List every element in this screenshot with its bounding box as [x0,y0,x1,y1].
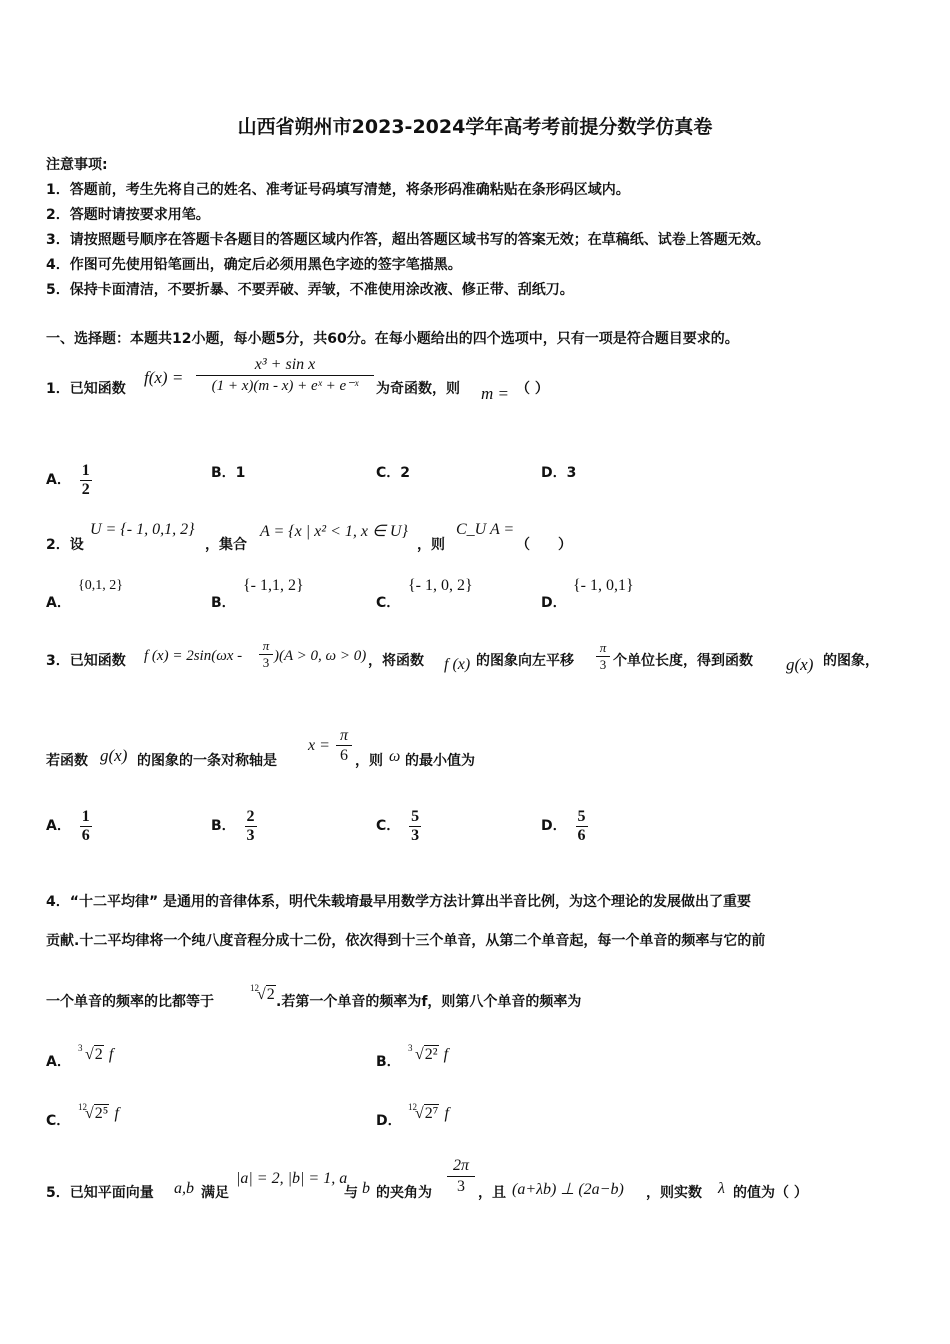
fraction-denominator: 3 [246,826,255,844]
option-label: A． [46,595,71,611]
q2-option-a-value: {0,1, 2} [78,578,123,593]
fraction-numerator: 1 [81,808,90,825]
q3-fx: f (x) = 2sin(ωx - [144,648,243,664]
q2-option-c[interactable] [376,592,400,612]
q2-option-d[interactable] [541,592,567,612]
q4-option-b[interactable] [376,1051,401,1071]
fraction-denominator: 6 [336,745,352,765]
option-label: D． [541,465,567,481]
q5-p6: 的值为（ ） [733,1185,808,1201]
q1-option-c[interactable] [376,462,410,482]
root-radicand: 2⁷ [424,1105,439,1122]
q3-gx2: g(x) [100,746,128,765]
option-value: 3 [566,465,577,481]
root-index: 3 [408,1043,413,1053]
option-label: B． [376,1054,401,1070]
notice-item-3: 3．请按照题号顺序在答题卡各题目的答题区域内作答，超出答题区域书写的答案无效；在草稿纸、试卷上答题无效。 [46,232,770,248]
q5-p4: ，且 [478,1185,506,1201]
option-value: 2 [400,465,411,481]
section-heading: 一、选择题：本题共12小题，每小题5分，共60分。在每小题给出的四个选项中，只有一项是符合题目要求的。 [46,331,739,347]
q5-label: 5．已知平面向量 [46,1185,154,1201]
q1-tail: 为奇函数，则 [376,381,460,397]
q4-option-a[interactable] [46,1051,71,1071]
q2-then: ，则 [417,537,445,553]
fraction-numerator: π [599,640,607,655]
q5-perp: (a+λb) ⊥ (2a−b) [512,1181,624,1198]
option-label: B． [211,595,236,611]
q3-option-d[interactable] [541,808,588,844]
option-label: D． [541,595,567,611]
option-value: 1 [235,465,246,481]
fraction-numerator: π [262,638,270,653]
fraction-denominator: 2 [81,480,90,498]
q1-denominator: (1 + x)(m - x) + eˣ + e⁻ˣ [196,375,374,396]
q3-fraction-pi3 [259,638,273,671]
option-label: A． [46,818,71,835]
q1-option-a-fraction [80,462,92,498]
fraction-denominator: 3 [411,826,420,844]
q3-line2a: 若函数 [46,753,88,769]
q3-fraction-shift [596,640,610,673]
q4-option-b-value: 3 √2² f [408,1043,449,1063]
q3-p4: 的图象， [823,653,879,669]
q4-root: 12 √2 [250,983,275,1003]
q1-option-b[interactable] [211,462,245,482]
q5-p2: 与 [344,1185,358,1201]
q1-numerator: x³ + sin x [254,356,316,373]
q1-paren: （ ） [516,381,549,397]
fraction-numerator: 2 [246,808,255,825]
q3-fraction-axis [336,726,352,765]
q1-option-d[interactable] [541,462,576,482]
q3-p1: ，将函数 [368,653,424,669]
fraction-numerator: 2π [452,1157,469,1174]
q2-label: 2．设 [46,537,84,553]
q3-cond: )(A > 0, ω > 0) [274,648,367,664]
q2-option-d-value: {- 1, 0,1} [573,577,634,594]
q3-line2d: 的最小值为 [405,753,475,769]
q4-option-d-value: 12 √2⁷ f [408,1102,449,1122]
fraction-denominator: 3 [596,656,610,673]
notice-item-5: 5．保持卡面清洁，不要折暴、不要弄破、弄皱，不准使用涂改液、修正带、刮纸刀。 [46,282,574,298]
q4-line3b: .若第一个单音的频率为f，则第八个单音的频率为 [276,994,582,1010]
q3-p3: 个单位长度，得到函数 [613,653,753,669]
q3-line2b: 的图象的一条对称轴是 [137,753,277,769]
q2-mid: ，集合 [205,537,247,553]
q1-m: m = [481,384,509,403]
q2-set-u: U = {- 1, 0,1, 2} [90,521,195,538]
root-index: 3 [78,1043,83,1053]
option-label: D． [376,1113,402,1129]
variable-f: f [114,1105,119,1122]
root-index: 12 [250,983,259,993]
root-radicand: 2 [94,1046,103,1063]
fraction-denominator: 3 [447,1176,475,1197]
q4-line1: 4．“十二平均律” 是通用的音律体系，明代朱载堉最早用数学方法计算出半音比例，为这个理论的发展做出了重要 [46,894,752,910]
q1-option-a[interactable] [46,462,92,498]
q5-b: b [362,1180,370,1197]
variable-f: f [444,1105,449,1122]
root-radicand: 2 [266,986,275,1003]
q5-p3: 的夹角为 [376,1185,432,1201]
q3-label: 3．已知函数 [46,653,126,669]
q5-lambda: λ [718,1180,725,1197]
root-index: 12 [78,1102,87,1112]
q3-p2: 的图象向左平移 [476,653,574,669]
option-label: C． [376,595,401,611]
q3-gx: g(x) [786,655,814,674]
fraction [245,808,257,844]
q1-fx: f(x) = [144,368,184,387]
root-radicand: 2⁵ [94,1105,109,1122]
notice-item-4: 4．作图可先使用铅笔画出，确定后必须用黑色字迹的签字笔描黑。 [46,257,462,273]
option-label: B． [211,465,236,481]
q5-cond: |a| = 2, |b| = 1, a [236,1170,348,1187]
q4-line3a: 一个单音的频率的比都等于 [46,994,214,1010]
notice-item-1: 1．答题前，考生先将自己的姓名、准考证号码填写清楚，将条形码准确粘贴在条形码区域内。 [46,182,630,198]
page-title: 山西省朔州市2023-2024学年高考考前提分数学仿真卷 [237,116,713,138]
q3-line2c: ，则 [355,753,383,769]
option-label: D． [541,818,567,835]
q3-option-b[interactable] [211,808,257,844]
notice-item-2: 2．答题时请按要求用笔。 [46,207,210,223]
fraction-denominator: 6 [81,826,90,844]
fraction-numerator: 1 [81,462,90,479]
q3-option-a[interactable] [46,808,92,844]
fraction [80,808,92,844]
q3-option-c[interactable] [376,808,421,844]
q4-option-a-value: 3 √2 f [78,1043,114,1063]
fraction-numerator: π [339,727,348,744]
q3-omega: ω [389,748,401,765]
option-label: A． [46,1054,71,1070]
fraction-denominator: 6 [577,826,586,844]
fraction [576,808,588,844]
q4-option-c-value: 12 √2⁵ f [78,1102,119,1122]
q2-option-b[interactable] [211,592,236,612]
fraction [409,808,421,844]
q5-p5: ，则实数 [646,1185,702,1201]
fraction-denominator: 3 [259,654,273,671]
option-label: B． [211,818,236,835]
q3-fx2: f (x) [444,656,471,673]
q4-option-c[interactable] [46,1110,70,1130]
q5-p1: 满足 [201,1185,229,1201]
q4-option-d[interactable] [376,1110,402,1130]
q5-ab: a,b [174,1180,194,1197]
option-label: C． [46,1113,71,1129]
q4-line2: 贡献.十二平均律将一个纯八度音程分成十二份，依次得到十三个单音，从第二个单音起，每一个单音的频率与它的前 [46,933,766,949]
q1-label: 1．已知函数 [46,381,126,397]
root-index: 12 [408,1102,417,1112]
notice-heading: 注意事项: [46,157,108,173]
fraction-numerator: 5 [411,808,420,825]
q2-option-c-value: {- 1, 0, 2} [408,577,473,594]
q2-set-a: A = {x | x² < 1, x ∈ U} [260,523,408,540]
root-radicand: 2² [424,1046,438,1063]
variable-f: f [108,1046,114,1063]
option-label: C． [376,818,401,835]
variable-f: f [443,1046,449,1063]
q3-xeq: x = [308,737,330,754]
fraction-numerator: 5 [577,808,586,825]
q2-option-a[interactable] [46,592,71,612]
q2-option-b-value: {- 1,1, 2} [243,577,304,594]
option-label: A． [46,472,71,489]
q5-fraction-angle [447,1156,475,1197]
q1-fraction [196,355,374,396]
q2-paren: （ ） [516,537,572,553]
q2-complement: C_U A = [456,521,515,538]
option-label: C． [376,465,401,481]
